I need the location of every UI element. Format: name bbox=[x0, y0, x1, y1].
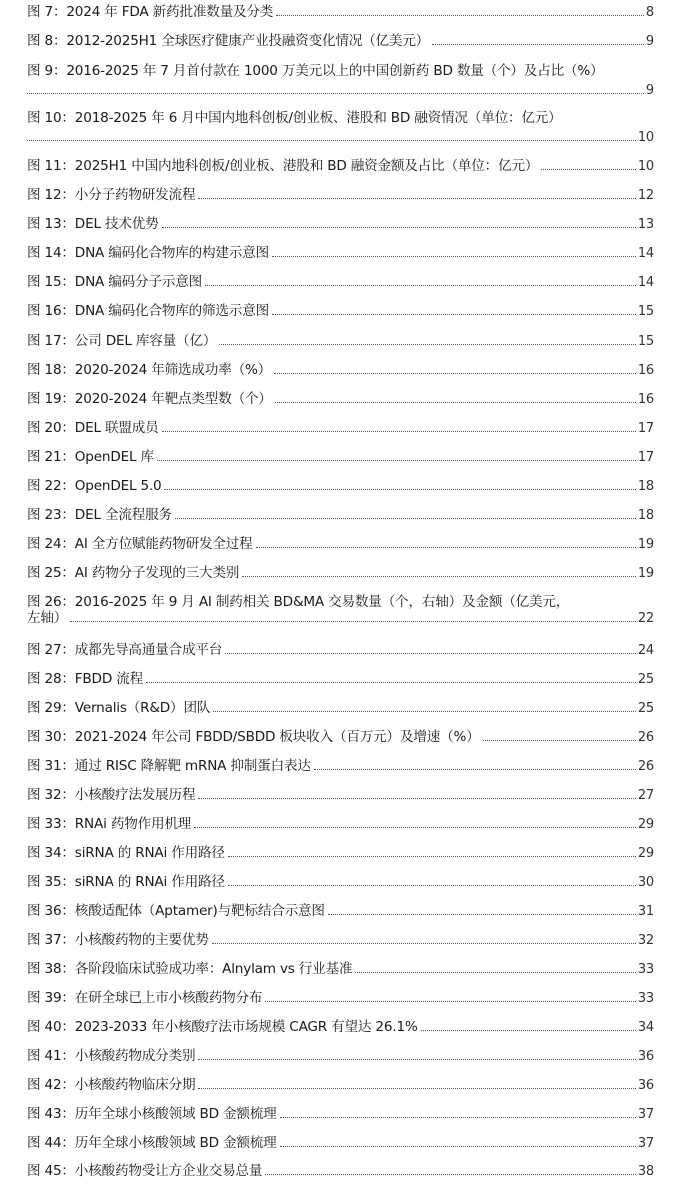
entry-page-number: 22 bbox=[637, 611, 654, 626]
entry-label: 图 30：2021-2024 年公司 FBDD/SBDD 板块收入（百万元）及增速（%） bbox=[27, 729, 480, 745]
entry-page-number: 33 bbox=[637, 991, 654, 1006]
entry-label: 图 42：小核酸药物临床分期 bbox=[27, 1077, 196, 1093]
toc-entry-fig21[interactable] bbox=[27, 449, 654, 466]
entry-page-number: 10 bbox=[637, 130, 654, 145]
dot-leader bbox=[274, 372, 636, 374]
dot-leader bbox=[228, 855, 636, 857]
dot-leader bbox=[280, 1116, 636, 1118]
entry-label: 图 39：在研全球已上市小核酸药物分布 bbox=[27, 990, 263, 1006]
entry-label: 图 9：2016-2025 年 7 月首付款在 1000 万美元以上的中国创新药 BD 数量（个）及占比（%） bbox=[27, 63, 604, 79]
dot-leader bbox=[162, 430, 636, 432]
entry-label: 图 17：公司 DEL 库容量（亿） bbox=[27, 333, 217, 349]
entry-label: 图 16：DNA 编码化合物库的筛选示意图 bbox=[27, 303, 269, 319]
dot-leader bbox=[275, 401, 636, 403]
toc-entry-fig26[interactable] bbox=[27, 594, 654, 627]
toc-entry-fig29[interactable] bbox=[27, 700, 654, 717]
entry-label: 图 23：DEL 全流程服务 bbox=[27, 507, 172, 523]
dot-leader bbox=[162, 226, 636, 228]
entry-label: 图 10：2018-2025 年 6 月中国内地科创板/创业板、港股和 BD 融资情况（单位：亿元） bbox=[27, 110, 562, 126]
entry-page-number: 36 bbox=[637, 1049, 654, 1064]
dot-leader bbox=[256, 546, 636, 548]
dot-leader bbox=[205, 284, 636, 286]
dot-leader bbox=[328, 913, 636, 915]
dot-leader bbox=[164, 488, 635, 490]
toc-entry-fig31[interactable] bbox=[27, 758, 654, 775]
toc-entry-fig9[interactable] bbox=[27, 63, 654, 99]
dot-leader bbox=[70, 620, 636, 622]
entry-page-number: 15 bbox=[637, 304, 654, 319]
toc-entry-fig32[interactable] bbox=[27, 787, 654, 804]
entry-page-number: 29 bbox=[637, 817, 654, 832]
entry-page-number: 25 bbox=[637, 672, 654, 687]
dot-leader bbox=[541, 168, 636, 170]
entry-page-number: 19 bbox=[637, 537, 654, 552]
dot-leader bbox=[27, 139, 636, 141]
entry-label: 图 11：2025H1 中国内地科创板/创业板、港股和 BD 融资金额及占比（单位：亿元） bbox=[27, 158, 539, 174]
toc-entry-fig16[interactable] bbox=[27, 303, 654, 320]
dot-leader bbox=[27, 92, 644, 94]
entry-page-number: 26 bbox=[637, 730, 654, 745]
dot-leader bbox=[175, 517, 636, 519]
entry-page-number: 15 bbox=[637, 334, 654, 349]
toc-entry-fig14[interactable] bbox=[27, 245, 654, 262]
entry-label: 图 15：DNA 编码分子示意图 bbox=[27, 274, 203, 290]
toc-entry-fig13[interactable] bbox=[27, 216, 654, 233]
dot-leader bbox=[225, 652, 636, 654]
dot-leader bbox=[355, 971, 635, 973]
dot-leader bbox=[276, 14, 644, 16]
entry-page-number: 34 bbox=[637, 1020, 654, 1035]
entry-page-number: 37 bbox=[637, 1107, 654, 1122]
dot-leader bbox=[146, 681, 636, 683]
dot-leader bbox=[242, 575, 636, 577]
entry-label: 图 40：2023-2033 年小核酸疗法市场规模 CAGR 有望达 26.1% bbox=[27, 1019, 418, 1035]
toc-entry-fig11[interactable] bbox=[27, 158, 654, 175]
entry-page-number: 16 bbox=[637, 363, 654, 378]
dot-leader bbox=[212, 942, 636, 944]
entry-page-number: 9 bbox=[645, 34, 654, 49]
entry-page-number: 26 bbox=[637, 759, 654, 774]
entry-page-number: 24 bbox=[637, 643, 654, 658]
dot-leader bbox=[198, 1058, 635, 1060]
toc-entry-fig10[interactable] bbox=[27, 110, 654, 146]
entry-label: 图 21：OpenDEL 库 bbox=[27, 449, 154, 465]
entry-label: 图 14：DNA 编码化合物库的构建示意图 bbox=[27, 245, 269, 261]
entry-label: 图 35：siRNA 的 RNAi 作用路径 bbox=[27, 874, 225, 890]
entry-page-number: 18 bbox=[637, 508, 654, 523]
entry-label: 图 34：siRNA 的 RNAi 作用路径 bbox=[27, 845, 225, 861]
toc-entry-fig19[interactable] bbox=[27, 391, 654, 408]
entry-page-number: 14 bbox=[637, 246, 654, 261]
entry-label: 图 27：成都先导高通量合成平台 bbox=[27, 642, 223, 658]
toc-entry-fig20[interactable] bbox=[27, 420, 654, 437]
toc-entry-fig27[interactable] bbox=[27, 642, 654, 659]
dot-leader bbox=[483, 739, 636, 741]
entry-label: 图 26：2016-2025 年 9 月 AI 制药相关 BD&MA 交易数量（个，右轴）及金额（亿美元， bbox=[27, 594, 570, 610]
entry-label: 图 13：DEL 技术优势 bbox=[27, 216, 159, 232]
entry-label: 图 19：2020-2024 年靶点类型数（个） bbox=[27, 391, 272, 407]
toc-entry-fig36[interactable] bbox=[27, 903, 654, 920]
dot-leader bbox=[272, 255, 636, 257]
toc-entry-fig12[interactable] bbox=[27, 187, 654, 204]
dot-leader bbox=[265, 1000, 636, 1002]
dot-leader bbox=[219, 343, 636, 345]
toc-entry-fig45[interactable] bbox=[27, 1163, 654, 1180]
dot-leader bbox=[194, 826, 636, 828]
toc-entry-fig33[interactable] bbox=[27, 816, 654, 833]
entry-label: 图 25：AI 药物分子发现的三大类别 bbox=[27, 565, 240, 581]
entry-page-number: 32 bbox=[637, 933, 654, 948]
toc-entry-fig39[interactable] bbox=[27, 990, 654, 1007]
entry-label: 图 41：小核酸药物成分类别 bbox=[27, 1048, 196, 1064]
entry-label: 图 24：AI 全方位赋能药物研发全过程 bbox=[27, 536, 253, 552]
entry-page-number: 17 bbox=[637, 450, 654, 465]
entry-label: 图 8：2012-2025H1 全球医疗健康产业投融资变化情况（亿美元） bbox=[27, 33, 430, 49]
toc-entry-fig8[interactable] bbox=[27, 33, 654, 50]
entry-label: 图 44：历年全球小核酸领域 BD 金额梳理 bbox=[27, 1135, 277, 1151]
entry-label: 图 43：历年全球小核酸领域 BD 金额梳理 bbox=[27, 1106, 277, 1122]
toc-entry-fig7[interactable] bbox=[27, 4, 654, 21]
dot-leader bbox=[265, 1173, 636, 1175]
entry-page-number: 36 bbox=[637, 1078, 654, 1093]
dot-leader bbox=[228, 884, 636, 886]
entry-page-number: 16 bbox=[637, 392, 654, 407]
entry-page-number: 14 bbox=[637, 275, 654, 290]
toc-entry-fig40[interactable] bbox=[27, 1019, 654, 1036]
entry-page-number: 10 bbox=[637, 159, 654, 174]
entry-label: 图 12：小分子药物研发流程 bbox=[27, 187, 196, 203]
dot-leader bbox=[432, 43, 644, 45]
toc-entry-fig42[interactable] bbox=[27, 1077, 654, 1094]
entry-page-number: 37 bbox=[637, 1136, 654, 1151]
dot-leader bbox=[198, 197, 635, 199]
toc-entry-fig44[interactable] bbox=[27, 1135, 654, 1152]
dot-leader bbox=[280, 1145, 636, 1147]
toc-entry-fig23[interactable] bbox=[27, 507, 654, 524]
entry-label: 图 36：核酸适配体（Aptamer)与靶标结合示意图 bbox=[27, 903, 325, 919]
entry-page-number: 13 bbox=[637, 217, 654, 232]
toc-entry-fig37[interactable] bbox=[27, 932, 654, 949]
toc-entry-fig41[interactable] bbox=[27, 1048, 654, 1065]
entry-page-number: 9 bbox=[645, 83, 654, 98]
toc-entry-fig38[interactable] bbox=[27, 961, 654, 978]
entry-label: 图 22：OpenDEL 5.0 bbox=[27, 478, 162, 494]
entry-page-number: 29 bbox=[637, 846, 654, 861]
dot-leader bbox=[272, 313, 636, 315]
entry-page-number: 19 bbox=[637, 566, 654, 581]
entry-label: 图 32：小核酸疗法发展历程 bbox=[27, 787, 196, 803]
dot-leader bbox=[198, 797, 635, 799]
dot-leader bbox=[421, 1029, 636, 1031]
entry-page-number: 12 bbox=[637, 188, 654, 203]
entry-page-number: 18 bbox=[637, 479, 654, 494]
dot-leader bbox=[157, 459, 636, 461]
toc-entry-fig17[interactable] bbox=[27, 333, 654, 350]
entry-page-number: 25 bbox=[637, 701, 654, 716]
entry-label: 图 33：RNAi 药物作用机理 bbox=[27, 816, 192, 832]
dot-leader bbox=[198, 1087, 635, 1089]
dot-leader bbox=[314, 768, 636, 770]
entry-page-number: 38 bbox=[637, 1164, 654, 1179]
entry-page-number: 17 bbox=[637, 421, 654, 436]
toc-entry-fig30[interactable] bbox=[27, 729, 654, 746]
toc-entry-fig24[interactable] bbox=[27, 536, 654, 553]
dot-leader bbox=[213, 710, 636, 712]
entry-label: 图 18：2020-2024 年筛选成功率（%） bbox=[27, 362, 272, 378]
toc-entry-fig43[interactable] bbox=[27, 1106, 654, 1123]
entry-label: 图 7：2024 年 FDA 新药批准数量及分类 bbox=[27, 4, 274, 20]
entry-label: 图 29：Vernalis（R&D）团队 bbox=[27, 700, 211, 716]
toc-entry-fig15[interactable] bbox=[27, 274, 654, 291]
entry-page-number: 33 bbox=[637, 962, 654, 977]
toc-entry-fig25[interactable] bbox=[27, 565, 654, 582]
entry-label: 图 37：小核酸药物的主要优势 bbox=[27, 932, 209, 948]
toc-entry-fig35[interactable] bbox=[27, 874, 654, 891]
entry-label: 图 31：通过 RISC 降解靶 mRNA 抑制蛋白表达 bbox=[27, 758, 311, 774]
toc-entry-fig22[interactable] bbox=[27, 478, 654, 495]
toc-entry-fig28[interactable] bbox=[27, 671, 654, 688]
toc-entry-fig34[interactable] bbox=[27, 845, 654, 862]
entry-label-continued: 左轴） bbox=[27, 610, 68, 626]
entry-page-number: 8 bbox=[645, 5, 654, 20]
entry-label: 图 20：DEL 联盟成员 bbox=[27, 420, 159, 436]
entry-label: 图 28：FBDD 流程 bbox=[27, 671, 143, 687]
toc-entry-fig18[interactable] bbox=[27, 362, 654, 379]
entry-page-number: 30 bbox=[637, 875, 654, 890]
entry-page-number: 27 bbox=[637, 788, 654, 803]
entry-label: 图 38：各阶段临床试验成功率：Alnylam vs 行业基准 bbox=[27, 961, 353, 977]
entry-page-number: 31 bbox=[637, 904, 654, 919]
entry-label: 图 45：小核酸药物受让方企业交易总量 bbox=[27, 1163, 263, 1179]
